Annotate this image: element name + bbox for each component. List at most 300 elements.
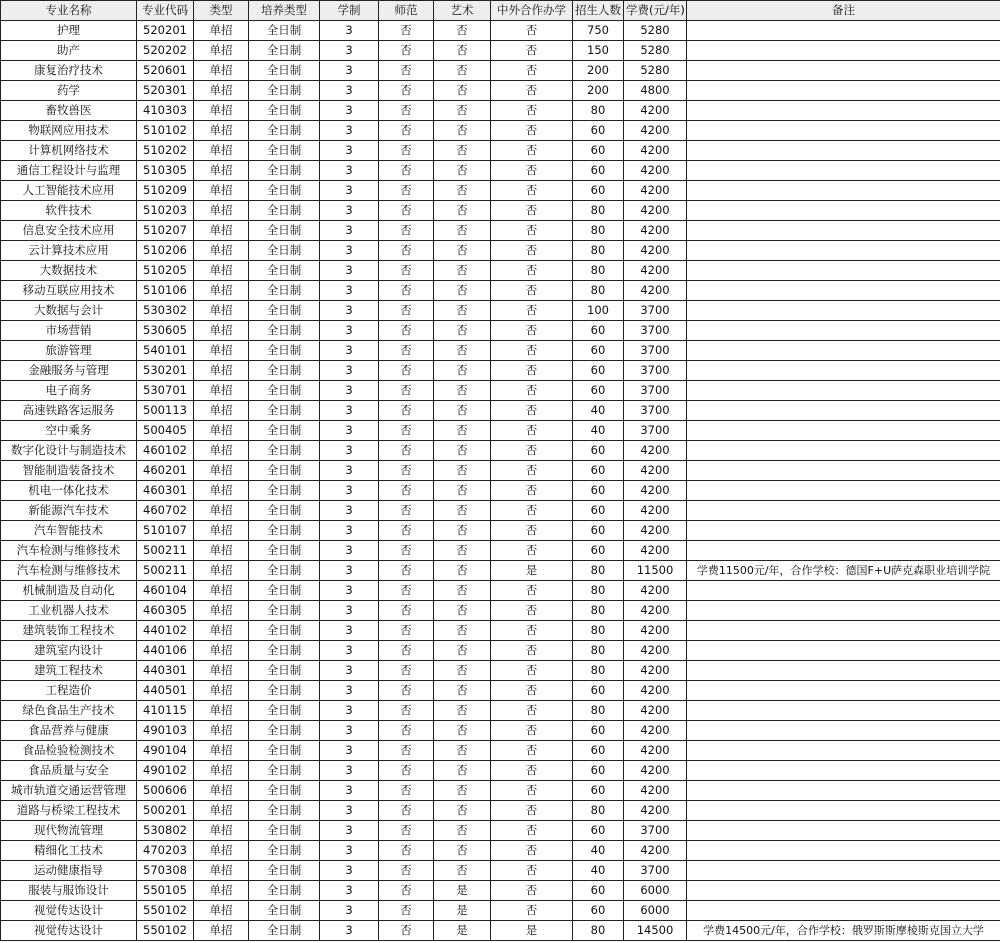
table-row (1, 721, 1000, 741)
table-cell: 否 (379, 481, 434, 501)
table-cell: 3 (320, 841, 379, 861)
table-cell: 否 (434, 861, 491, 881)
table-cell: 全日制 (249, 21, 320, 41)
table-cell: 80 (573, 601, 624, 621)
table-cell: 否 (434, 301, 491, 321)
table-cell: 否 (379, 461, 434, 481)
table-cell: 4200 (624, 181, 687, 201)
table-cell: 40 (573, 401, 624, 421)
table-cell: 单招 (194, 101, 249, 121)
table-cell: 否 (434, 561, 491, 581)
table-cell: 建筑装饰工程技术 (1, 621, 137, 641)
table-cell-note (687, 501, 1000, 521)
table-cell: 否 (379, 441, 434, 461)
table-cell: 4200 (624, 481, 687, 501)
table-cell: 否 (379, 301, 434, 321)
table-cell: 520202 (137, 41, 194, 61)
table-cell: 否 (491, 841, 573, 861)
table-cell: 单招 (194, 401, 249, 421)
table-cell: 否 (491, 821, 573, 841)
table-row (1, 461, 1000, 481)
table-cell: 80 (573, 661, 624, 681)
table-cell: 全日制 (249, 281, 320, 301)
table-cell: 510305 (137, 161, 194, 181)
table-cell: 510206 (137, 241, 194, 261)
table-cell: 单招 (194, 281, 249, 301)
table-cell: 3 (320, 161, 379, 181)
table-cell: 全日制 (249, 101, 320, 121)
table-cell: 软件技术 (1, 201, 137, 221)
table-cell: 4200 (624, 521, 687, 541)
table-cell-note (687, 721, 1000, 741)
table-cell: 4200 (624, 281, 687, 301)
table-cell: 530802 (137, 821, 194, 841)
table-cell: 80 (573, 261, 624, 281)
table-row (1, 741, 1000, 761)
table-cell: 数字化设计与制造技术 (1, 441, 137, 461)
table-cell: 3 (320, 221, 379, 241)
table-cell: 否 (379, 381, 434, 401)
table-cell: 否 (379, 321, 434, 341)
table-cell: 3 (320, 541, 379, 561)
table-cell: 520601 (137, 61, 194, 81)
table-cell: 否 (491, 201, 573, 221)
table-row (1, 801, 1000, 821)
table-cell: 否 (379, 201, 434, 221)
table-row (1, 701, 1000, 721)
table-cell: 4200 (624, 201, 687, 221)
table-cell: 全日制 (249, 901, 320, 921)
table-cell: 否 (379, 701, 434, 721)
table-cell: 建筑工程技术 (1, 661, 137, 681)
table-cell: 单招 (194, 641, 249, 661)
table-row (1, 821, 1000, 841)
table-cell: 440501 (137, 681, 194, 701)
table-cell: 520201 (137, 21, 194, 41)
table-cell: 否 (491, 781, 573, 801)
table-cell: 全日制 (249, 221, 320, 241)
table-cell: 490103 (137, 721, 194, 741)
table-cell: 4200 (624, 641, 687, 661)
table-cell: 否 (379, 121, 434, 141)
table-cell: 否 (434, 81, 491, 101)
table-cell: 否 (379, 161, 434, 181)
table-cell: 否 (379, 821, 434, 841)
table-cell: 200 (573, 61, 624, 81)
table-cell: 单招 (194, 161, 249, 181)
table-cell: 3 (320, 641, 379, 661)
table-row (1, 901, 1000, 921)
table-cell: 全日制 (249, 121, 320, 141)
table-cell: 3 (320, 781, 379, 801)
table-cell: 500606 (137, 781, 194, 801)
table-cell: 否 (379, 261, 434, 281)
table-cell: 单招 (194, 141, 249, 161)
table-cell: 否 (379, 101, 434, 121)
column-header: 专业名称 (1, 1, 137, 21)
table-cell: 3 (320, 501, 379, 521)
table-cell: 单招 (194, 821, 249, 841)
table-cell: 否 (434, 221, 491, 241)
table-cell: 3 (320, 601, 379, 621)
table-cell: 单招 (194, 581, 249, 601)
table-cell: 3 (320, 81, 379, 101)
table-cell: 否 (434, 641, 491, 661)
table-cell: 单招 (194, 841, 249, 861)
table-cell: 否 (491, 81, 573, 101)
table-cell: 否 (379, 21, 434, 41)
table-cell: 80 (573, 221, 624, 241)
table-cell: 否 (491, 661, 573, 681)
table-cell: 否 (434, 341, 491, 361)
table-cell: 否 (434, 321, 491, 341)
table-cell: 全日制 (249, 261, 320, 281)
table-cell: 单招 (194, 701, 249, 721)
table-row (1, 401, 1000, 421)
table-cell: 助产 (1, 41, 137, 61)
table-cell: 单招 (194, 761, 249, 781)
table-cell: 750 (573, 21, 624, 41)
table-cell: 3 (320, 421, 379, 441)
table-cell: 全日制 (249, 441, 320, 461)
table-cell: 否 (491, 741, 573, 761)
table-cell: 单招 (194, 201, 249, 221)
table-cell: 80 (573, 621, 624, 641)
table-cell: 否 (434, 361, 491, 381)
table-cell: 440301 (137, 661, 194, 681)
table-cell: 500201 (137, 801, 194, 821)
table-cell: 全日制 (249, 681, 320, 701)
table-cell: 道路与桥梁工程技术 (1, 801, 137, 821)
table-row (1, 381, 1000, 401)
table-cell: 否 (434, 761, 491, 781)
table-cell: 单招 (194, 181, 249, 201)
table-cell: 否 (491, 461, 573, 481)
table-cell: 3 (320, 201, 379, 221)
table-cell: 否 (491, 241, 573, 261)
table-cell: 否 (434, 141, 491, 161)
table-cell: 60 (573, 161, 624, 181)
table-cell: 否 (434, 281, 491, 301)
table-row (1, 261, 1000, 281)
table-cell: 否 (491, 61, 573, 81)
table-row (1, 341, 1000, 361)
table-cell: 4200 (624, 541, 687, 561)
table-row (1, 641, 1000, 661)
table-cell: 否 (491, 801, 573, 821)
table-cell-note (687, 461, 1000, 481)
table-cell: 全日制 (249, 81, 320, 101)
table-cell: 60 (573, 781, 624, 801)
table-cell: 工程造价 (1, 681, 137, 701)
table-cell-note (687, 161, 1000, 181)
column-header: 中外合作办学 (491, 1, 573, 21)
table-cell: 60 (573, 321, 624, 341)
table-cell: 护理 (1, 21, 137, 41)
table-cell: 60 (573, 521, 624, 541)
table-cell-note (687, 481, 1000, 501)
table-cell: 5280 (624, 41, 687, 61)
table-cell: 3 (320, 581, 379, 601)
table-cell: 食品质量与安全 (1, 761, 137, 781)
table-cell: 否 (434, 821, 491, 841)
table-cell: 否 (434, 261, 491, 281)
table-cell: 全日制 (249, 761, 320, 781)
table-cell: 3 (320, 381, 379, 401)
table-cell: 单招 (194, 61, 249, 81)
table-cell: 3 (320, 881, 379, 901)
table-cell: 3700 (624, 301, 687, 321)
table-cell: 全日制 (249, 421, 320, 441)
table-cell: 510205 (137, 261, 194, 281)
table-cell: 3 (320, 261, 379, 281)
table-cell: 4200 (624, 761, 687, 781)
column-header: 类型 (194, 1, 249, 21)
table-cell: 40 (573, 861, 624, 881)
table-cell: 汽车智能技术 (1, 521, 137, 541)
table-cell: 440102 (137, 621, 194, 641)
table-cell: 3700 (624, 821, 687, 841)
table-cell: 否 (491, 421, 573, 441)
column-header: 招生人数 (573, 1, 624, 21)
table-header (1, 1, 1000, 21)
table-cell: 单招 (194, 41, 249, 61)
table-cell: 否 (434, 101, 491, 121)
table-cell: 全日制 (249, 361, 320, 381)
table-cell: 否 (379, 361, 434, 381)
table-cell: 60 (573, 761, 624, 781)
column-header: 培养类型 (249, 1, 320, 21)
table-cell: 3700 (624, 861, 687, 881)
table-cell: 否 (434, 121, 491, 141)
table-cell: 否 (491, 301, 573, 321)
table-cell: 否 (491, 141, 573, 161)
table-cell: 全日制 (249, 461, 320, 481)
table-cell: 汽车检测与维修技术 (1, 541, 137, 561)
table-cell: 全日制 (249, 721, 320, 741)
table-cell: 城市轨道交通运营管理 (1, 781, 137, 801)
table-cell: 全日制 (249, 321, 320, 341)
table-cell: 否 (491, 361, 573, 381)
table-cell: 全日制 (249, 621, 320, 641)
table-cell: 3700 (624, 401, 687, 421)
table-cell: 否 (491, 401, 573, 421)
table-cell: 510107 (137, 521, 194, 541)
table-cell: 否 (434, 181, 491, 201)
table-cell: 否 (379, 801, 434, 821)
table-cell: 否 (379, 621, 434, 641)
table-cell: 500211 (137, 541, 194, 561)
table-cell: 全日制 (249, 341, 320, 361)
table-cell: 60 (573, 181, 624, 201)
table-cell: 否 (434, 521, 491, 541)
table-cell-note (687, 121, 1000, 141)
table-row (1, 201, 1000, 221)
table-cell: 是 (434, 881, 491, 901)
table-cell: 否 (491, 161, 573, 181)
table-cell: 否 (379, 341, 434, 361)
table-cell: 药学 (1, 81, 137, 101)
table-cell: 5280 (624, 61, 687, 81)
table-cell-note (687, 741, 1000, 761)
table-cell: 60 (573, 721, 624, 741)
table-cell: 3 (320, 441, 379, 461)
table-cell: 单招 (194, 541, 249, 561)
table-cell: 否 (491, 181, 573, 201)
table-cell: 否 (491, 501, 573, 521)
table-cell: 3 (320, 821, 379, 841)
table-cell-note (687, 361, 1000, 381)
table-cell: 3 (320, 341, 379, 361)
table-cell: 否 (379, 601, 434, 621)
table-cell-note (687, 861, 1000, 881)
table-cell: 金融服务与管理 (1, 361, 137, 381)
table-row (1, 121, 1000, 141)
table-cell: 4800 (624, 81, 687, 101)
table-cell: 3 (320, 561, 379, 581)
table-cell: 3 (320, 721, 379, 741)
table-cell-note (687, 21, 1000, 41)
table-cell: 4200 (624, 661, 687, 681)
table-cell: 3700 (624, 341, 687, 361)
table-cell: 60 (573, 681, 624, 701)
table-cell: 460102 (137, 441, 194, 461)
table-cell: 全日制 (249, 181, 320, 201)
table-cell: 精细化工技术 (1, 841, 137, 861)
table-cell-note (687, 141, 1000, 161)
table-cell: 3 (320, 141, 379, 161)
table-cell: 510202 (137, 141, 194, 161)
table-cell: 否 (379, 541, 434, 561)
table-cell: 全日制 (249, 521, 320, 541)
table-row (1, 761, 1000, 781)
table-cell-note (687, 181, 1000, 201)
table-cell: 绿色食品生产技术 (1, 701, 137, 721)
table-cell: 全日制 (249, 541, 320, 561)
table-cell: 80 (573, 801, 624, 821)
table-cell: 工业机器人技术 (1, 601, 137, 621)
table-cell: 否 (491, 581, 573, 601)
table-cell: 否 (434, 401, 491, 421)
table-cell: 否 (491, 901, 573, 921)
table-cell: 否 (491, 481, 573, 501)
table-cell-note (687, 421, 1000, 441)
table-cell: 否 (491, 21, 573, 41)
table-cell-note (687, 41, 1000, 61)
column-header: 专业代码 (137, 1, 194, 21)
table-cell: 3 (320, 661, 379, 681)
table-cell: 否 (379, 761, 434, 781)
table-cell: 否 (491, 641, 573, 661)
table-cell: 60 (573, 741, 624, 761)
table-cell: 单招 (194, 781, 249, 801)
table-cell: 6000 (624, 901, 687, 921)
table-cell: 否 (379, 41, 434, 61)
table-cell-note (687, 341, 1000, 361)
table-cell: 4200 (624, 581, 687, 601)
table-cell: 3 (320, 401, 379, 421)
table-cell: 是 (491, 921, 573, 941)
table-cell: 60 (573, 381, 624, 401)
table-cell: 3700 (624, 361, 687, 381)
table-cell: 单招 (194, 661, 249, 681)
table-cell: 否 (379, 501, 434, 521)
table-cell: 否 (491, 341, 573, 361)
table-cell: 否 (434, 201, 491, 221)
table-cell: 80 (573, 201, 624, 221)
table-cell-note (687, 281, 1000, 301)
table-cell: 460301 (137, 481, 194, 501)
table-cell-note (687, 401, 1000, 421)
column-header: 艺术 (434, 1, 491, 21)
table-cell: 全日制 (249, 781, 320, 801)
table-cell: 全日制 (249, 241, 320, 261)
table-cell: 3 (320, 761, 379, 781)
table-cell: 单招 (194, 81, 249, 101)
table-cell: 电子商务 (1, 381, 137, 401)
table-cell: 否 (434, 701, 491, 721)
table-cell: 全日制 (249, 581, 320, 601)
table-cell: 500405 (137, 421, 194, 441)
table-cell: 单招 (194, 601, 249, 621)
table-cell: 否 (379, 61, 434, 81)
table-cell: 全日制 (249, 661, 320, 681)
table-cell-note (687, 221, 1000, 241)
table-row (1, 601, 1000, 621)
table-cell: 否 (434, 21, 491, 41)
table-cell: 服装与服饰设计 (1, 881, 137, 901)
table-cell: 否 (434, 581, 491, 601)
table-row (1, 441, 1000, 461)
table-cell-note (687, 381, 1000, 401)
table-cell: 单招 (194, 301, 249, 321)
column-header: 备注 (687, 1, 1000, 21)
table-cell: 490104 (137, 741, 194, 761)
table-cell: 60 (573, 541, 624, 561)
table-cell-note: 学费14500元/年，合作学校：俄罗斯斯摩棱斯克国立大学 (687, 921, 1000, 941)
table-cell-note (687, 101, 1000, 121)
table-cell-note: 学费11500元/年，合作学校：德国F+U萨克森职业培训学院 (687, 561, 1000, 581)
table-cell: 单招 (194, 121, 249, 141)
table-cell: 530201 (137, 361, 194, 381)
table-cell-note (687, 61, 1000, 81)
table-cell: 80 (573, 241, 624, 261)
table-cell-note (687, 641, 1000, 661)
table-cell: 否 (491, 521, 573, 541)
table-cell: 3700 (624, 381, 687, 401)
table-cell: 单招 (194, 221, 249, 241)
table-cell: 单招 (194, 261, 249, 281)
table-cell-note (687, 841, 1000, 861)
table-cell: 高速铁路客运服务 (1, 401, 137, 421)
table-cell: 现代物流管理 (1, 821, 137, 841)
table-row (1, 181, 1000, 201)
column-header: 学制 (320, 1, 379, 21)
table-row (1, 881, 1000, 901)
table-cell: 否 (491, 101, 573, 121)
table-row (1, 281, 1000, 301)
column-header: 学费(元/年) (624, 1, 687, 21)
table-cell: 否 (491, 41, 573, 61)
table-cell: 80 (573, 101, 624, 121)
table-cell: 3 (320, 181, 379, 201)
table-cell: 460201 (137, 461, 194, 481)
table-cell: 60 (573, 481, 624, 501)
table-cell: 490102 (137, 761, 194, 781)
table-cell: 单招 (194, 341, 249, 361)
table-cell: 否 (491, 621, 573, 641)
table-cell: 否 (379, 561, 434, 581)
